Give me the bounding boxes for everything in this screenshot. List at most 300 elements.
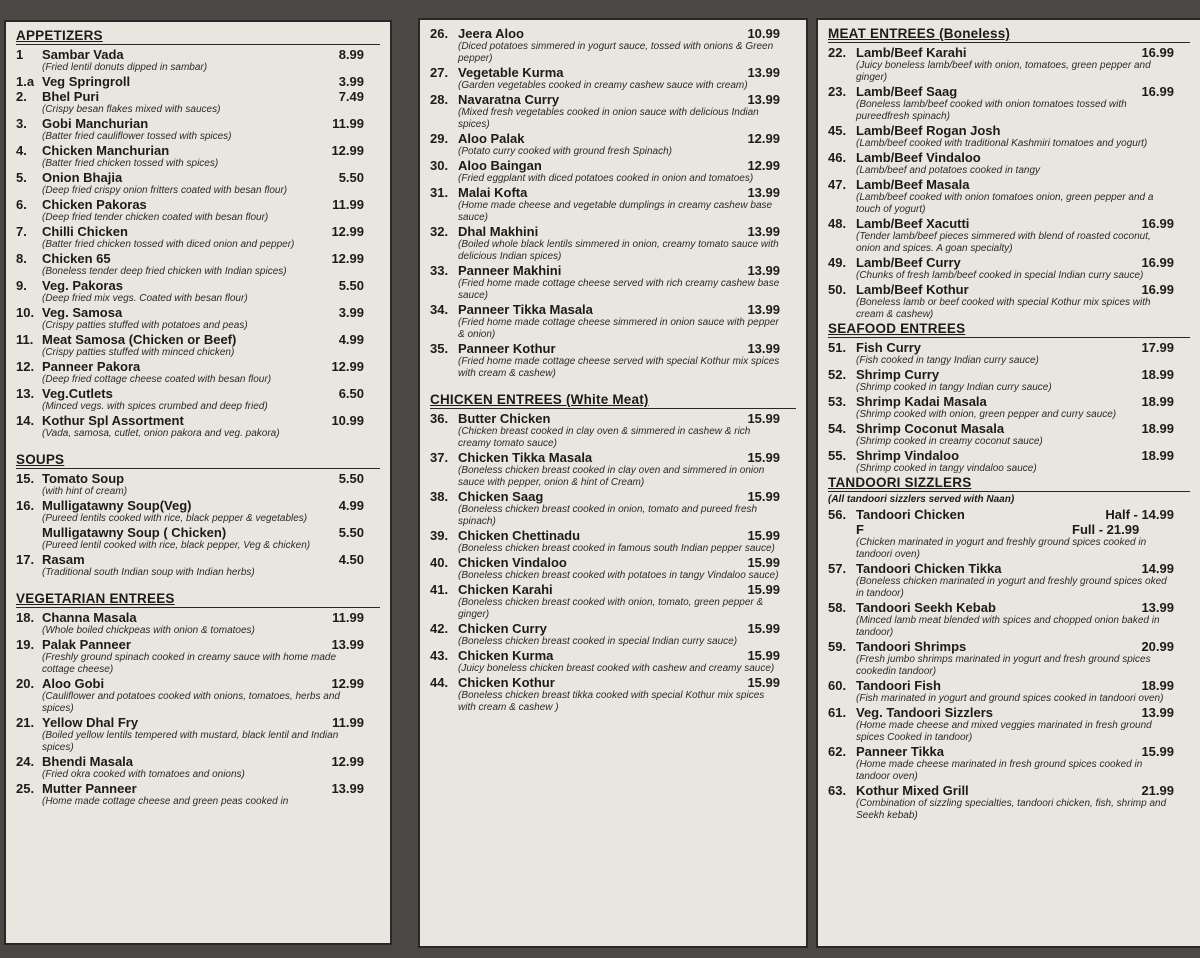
item-name: Chilli Chicken xyxy=(42,224,128,239)
item-price: 3.99 xyxy=(338,74,364,89)
item-number: 38. xyxy=(430,489,449,504)
item-price: 16.99 xyxy=(1141,45,1174,60)
item-price: 12.99 xyxy=(331,676,364,691)
item-number: 48. xyxy=(828,216,847,231)
menu-section xyxy=(16,579,380,808)
item-name: Tandoori Seekh Kebab xyxy=(856,600,996,615)
menu-item-row xyxy=(430,675,796,690)
item-description: (Fried okra cooked with tomatoes and onions) xyxy=(42,769,245,780)
item-price: Half - 14.99 xyxy=(1105,507,1174,522)
item-number: 50. xyxy=(828,282,847,297)
item-description: (Crispy patties stuffed with minced chicken) xyxy=(42,347,235,358)
menu-item-chicken-manchurian xyxy=(16,143,380,170)
item-name: Shrimp Coconut Masala xyxy=(856,421,1005,436)
item-number: 19. xyxy=(16,637,35,652)
menu-item-row xyxy=(828,282,1190,297)
item-price: 4.99 xyxy=(338,498,364,513)
item-price: 13.99 xyxy=(747,263,780,278)
menu-item-chicken-karahi xyxy=(430,582,796,621)
menu-section xyxy=(16,440,380,579)
menu-section xyxy=(16,28,380,440)
menu-item-row xyxy=(430,224,796,239)
item-name: Chicken Karahi xyxy=(458,582,553,597)
item-number: 54. xyxy=(828,421,847,436)
menu-item-row xyxy=(430,26,796,41)
item-price: 16.99 xyxy=(1141,216,1174,231)
menu-item-veg-samosa xyxy=(16,305,380,332)
item-price: 15.99 xyxy=(747,555,780,570)
menu-section xyxy=(828,475,1190,822)
item-number: 5. xyxy=(16,170,27,185)
menu-item-lamb-beef-karahi xyxy=(828,45,1190,84)
menu-item-veg-cutlets xyxy=(16,386,380,413)
item-number: 59. xyxy=(828,639,847,654)
item-description: (Chunks of fresh lamb/beef cooked in special Indian curry sauce) xyxy=(856,270,1144,281)
menu-item-row xyxy=(430,185,796,200)
item-price: 16.99 xyxy=(1141,255,1174,270)
menu-item-row xyxy=(828,394,1190,409)
item-price: 15.99 xyxy=(747,582,780,597)
menu-section xyxy=(430,380,796,714)
item-name: Mutter Panneer xyxy=(42,781,137,796)
item-number: 33. xyxy=(430,263,449,278)
item-name: Onion Bhajia xyxy=(42,170,123,185)
item-description: (Deep fried cottage cheese coated with besan flour) xyxy=(42,374,272,385)
item-name: Sambar Vada xyxy=(42,47,124,62)
item-price: 15.99 xyxy=(747,450,780,465)
item-name: Fish Curry xyxy=(856,340,922,355)
menu-item-butter-chicken xyxy=(430,411,796,450)
item-name: Gobi Manchurian xyxy=(42,116,149,131)
section-title: TANDOORI SIZZLERS xyxy=(828,475,1190,492)
item-number: 27. xyxy=(430,65,449,80)
item-name: Shrimp Vindaloo xyxy=(856,448,960,463)
menu-item-tandoori-fish xyxy=(828,678,1190,705)
menu-item-row xyxy=(16,359,380,374)
menu-item-tandoori-chicken-tikka xyxy=(828,561,1190,600)
menu-item-tandoori-shrimps xyxy=(828,639,1190,678)
section-title: SOUPS xyxy=(16,452,380,469)
item-description: (Boneless lamb or beef cooked with special Kothur mix spices with cream & cashew) xyxy=(856,297,1151,320)
item-description: (Fried home made cottage cheese simmered in onion sauce with pepper & onion) xyxy=(458,317,779,340)
item-price: 17.99 xyxy=(1141,340,1174,355)
menu-item-chicken-tikka-masala xyxy=(430,450,796,489)
item-description: (Boneless chicken breast cooked in onion, tomato and pureed fresh spinach) xyxy=(458,504,758,527)
item-number: 36. xyxy=(430,411,449,426)
item-price: 18.99 xyxy=(1141,421,1174,436)
item-number: 10. xyxy=(16,305,35,320)
item-price: 15.99 xyxy=(747,489,780,504)
item-name: Tandoori Chicken xyxy=(856,507,965,522)
item-description: (Home made cheese marinated in fresh ground spices cooked in tandoor oven) xyxy=(856,759,1143,782)
item-price: 15.99 xyxy=(1141,744,1174,759)
item-name: Rasam xyxy=(42,552,85,567)
item-number: 31. xyxy=(430,185,449,200)
menu-item-palak-panneer xyxy=(16,637,380,676)
item-name: Lamb/Beef Curry xyxy=(856,255,961,270)
item-name: Chicken Saag xyxy=(458,489,544,504)
item-price: 11.99 xyxy=(332,610,364,625)
item-price: 21.99 xyxy=(1141,783,1174,798)
item-name: Bhendi Masala xyxy=(42,754,134,769)
menu-item-row xyxy=(430,302,796,317)
item-description: (Boneless chicken breast cooked in special Indian curry sauce) xyxy=(458,636,738,647)
item-number: 44. xyxy=(430,675,449,690)
menu-item-row xyxy=(16,116,380,131)
item-description: (Pureed lentil cooked with rice, black pepper, Veg & chicken) xyxy=(42,540,311,551)
menu-item-row xyxy=(16,332,380,347)
item-name: Panneer Makhini xyxy=(458,263,562,278)
item-price: 13.99 xyxy=(747,185,780,200)
item-price: 3.99 xyxy=(338,305,364,320)
item-price: 12.99 xyxy=(331,143,364,158)
menu-item-navaratna-curry xyxy=(430,92,796,131)
item-description: (Fried eggplant with diced potatoes cooked in onion and tomatoes) xyxy=(458,173,754,184)
item-description: (Mixed fresh vegetables cooked in onion sauce with delicious Indian spices) xyxy=(458,107,759,130)
menu-item-aloo-palak xyxy=(430,131,796,158)
menu-item-row xyxy=(430,411,796,426)
item-price: 12.99 xyxy=(331,359,364,374)
item-name: Bhel Puri xyxy=(42,89,100,104)
item-price: 18.99 xyxy=(1141,367,1174,382)
item-name: Dhal Makhini xyxy=(458,224,539,239)
item-number: 22. xyxy=(828,45,847,60)
item-name: Lamb/Beef Saag xyxy=(856,84,958,99)
menu-item-row xyxy=(828,639,1190,654)
menu-item-row xyxy=(828,744,1190,759)
item-description: (Fish marinated in yogurt and ground spices cooked in tandoori oven) xyxy=(856,693,1164,704)
item-name: Meat Samosa (Chicken or Beef) xyxy=(42,332,237,347)
menu-item-row xyxy=(828,783,1190,798)
item-description: (Whole boiled chickpeas with onion & tomatoes) xyxy=(42,625,255,636)
item-name: Veg. Tandoori Sizzlers xyxy=(856,705,994,720)
item-price: 12.99 xyxy=(747,131,780,146)
item-name: Chicken Kurma xyxy=(458,648,554,663)
item-number: 63. xyxy=(828,783,847,798)
menu-item-onion-bhajia xyxy=(16,170,380,197)
menu-item-row xyxy=(16,552,380,567)
menu-item-row xyxy=(16,386,380,401)
item-price: 5.50 xyxy=(338,170,364,185)
item-price: 11.99 xyxy=(332,715,364,730)
item-number: 34. xyxy=(430,302,449,317)
menu-item-row xyxy=(430,648,796,663)
item-number: 3. xyxy=(16,116,27,131)
item-price: 13.99 xyxy=(747,302,780,317)
menu-item-row xyxy=(828,150,1190,165)
menu-item-lamb-beef-masala xyxy=(828,177,1190,216)
item-description: (Boneless tender deep fried chicken with Indian spices) xyxy=(42,266,287,277)
item-name: Channa Masala xyxy=(42,610,137,625)
menu-item-chicken-kothur xyxy=(430,675,796,714)
item-number: 40. xyxy=(430,555,449,570)
item-price: 16.99 xyxy=(1141,282,1174,297)
item-price: 8.99 xyxy=(338,47,364,62)
item-number: 9. xyxy=(16,278,27,293)
menu-item-row xyxy=(430,450,796,465)
item-price: 7.49 xyxy=(338,89,364,104)
menu-item-row xyxy=(828,367,1190,382)
item-price: 5.50 xyxy=(338,525,364,540)
item-description: (Boneless chicken breast cooked with onion, tomato, green pepper & ginger) xyxy=(458,597,764,620)
item-name: Panneer Tikka Masala xyxy=(458,302,593,317)
menu-item-row xyxy=(16,676,380,691)
item-name: Chicken Tikka Masala xyxy=(458,450,593,465)
menu-item-row xyxy=(16,413,380,428)
item-description: (Deep fried crispy onion fritters coated with besan flour) xyxy=(42,185,288,196)
menu-item-bhendi-masala xyxy=(16,754,380,781)
item-sub-label: F xyxy=(856,522,864,537)
item-description: (Home made cheese and mixed veggies marinated in fresh ground spices Cooked in tandoor) xyxy=(856,720,1152,743)
section-note: (All tandoori sizzlers served with Naan) xyxy=(828,494,1015,505)
menu-item-fish-curry xyxy=(828,340,1190,367)
item-price: 12.99 xyxy=(331,754,364,769)
item-name: Tandoori Chicken Tikka xyxy=(856,561,1002,576)
item-number: 45. xyxy=(828,123,847,138)
item-description: (Freshly ground spinach cooked in creamy sauce with home made cottage cheese) xyxy=(42,652,337,675)
item-number: 53. xyxy=(828,394,847,409)
item-price-full: Full - 21.99 xyxy=(1072,522,1140,537)
menu-item-row xyxy=(430,555,796,570)
item-description: (Shrimp cooked in creamy coconut sauce) xyxy=(856,436,1043,447)
menu-item-mutter-panneer xyxy=(16,781,380,808)
item-description: (Lamb/beef and potatoes cooked in tangy xyxy=(856,165,1041,176)
menu-item-mulligatawny-soup-chicken xyxy=(16,525,380,552)
menu-item-row xyxy=(430,582,796,597)
menu-item-chicken-65 xyxy=(16,251,380,278)
menu-item-chilli-chicken xyxy=(16,224,380,251)
item-number: 26. xyxy=(430,26,449,41)
menu-item-row xyxy=(16,498,380,513)
item-name: Vegetable Kurma xyxy=(458,65,564,80)
item-number: 37. xyxy=(430,450,449,465)
item-name: Navaratna Curry xyxy=(458,92,560,107)
section-title: MEAT ENTREES (Boneless) xyxy=(828,26,1190,43)
item-description: (Garden vegetables cooked in creamy cashew sauce with cream) xyxy=(458,80,748,91)
item-name: Panneer Pakora xyxy=(42,359,141,374)
menu-item-shrimp-vindaloo xyxy=(828,448,1190,475)
item-number: 39. xyxy=(430,528,449,543)
item-price: 5.50 xyxy=(338,471,364,486)
item-name: Chicken Kothur xyxy=(458,675,555,690)
item-description: (Boneless chicken breast tikka cooked with special Kothur mix spices with cream & cashew ) xyxy=(458,690,765,713)
item-name: Chicken Manchurian xyxy=(42,143,170,158)
item-name: Chicken Vindaloo xyxy=(458,555,567,570)
item-name: Lamb/Beef Rogan Josh xyxy=(856,123,1001,138)
item-name: Chicken 65 xyxy=(42,251,111,266)
item-number: 60. xyxy=(828,678,847,693)
menu-item-channa-masala xyxy=(16,610,380,637)
item-description: (Traditional south Indian soup with Indian herbs) xyxy=(42,567,255,578)
item-description: (Fried lentil donuts dipped in sambar) xyxy=(42,62,208,73)
menu-item-row xyxy=(16,143,380,158)
menu-item-shrimp-coconut-masala xyxy=(828,421,1190,448)
item-description: (Combination of sizzling specialties, tandoori chicken, fish, shrimp and Seekh kebab) xyxy=(856,798,1167,821)
menu-item-malai-kofta xyxy=(430,185,796,224)
item-number: 43. xyxy=(430,648,449,663)
item-description: (Home made cottage cheese and green peas cooked in xyxy=(42,796,289,807)
menu-item-row xyxy=(430,528,796,543)
menu-item-chicken-saag xyxy=(430,489,796,528)
menu-item-lamb-beef-rogan-josh xyxy=(828,123,1190,150)
item-number: 57. xyxy=(828,561,847,576)
item-price: 18.99 xyxy=(1141,394,1174,409)
item-description: (Minced lamb meat blended with spices and chopped onion baked in tandoor) xyxy=(856,615,1160,638)
menu-item-panneer-makhini xyxy=(430,263,796,302)
item-description: (Chicken marinated in yogurt and freshly ground spices cooked in tandoori oven) xyxy=(856,537,1147,560)
menu-item-row xyxy=(430,341,796,356)
item-description: (Lamb/beef cooked with onion tomatoes onion, green pepper and a touch of yogurt) xyxy=(856,192,1154,215)
section-spacer xyxy=(430,380,796,392)
item-number: 61. xyxy=(828,705,847,720)
item-name: Lamb/Beef Vindaloo xyxy=(856,150,981,165)
item-description: (Batter fried cauliflower tossed with spices) xyxy=(42,131,232,142)
menu-item-row xyxy=(16,305,380,320)
menu-item-jeera-aloo xyxy=(430,26,796,65)
section-spacer xyxy=(16,579,380,591)
menu-item-lamb-beef-saag xyxy=(828,84,1190,123)
item-price: 13.99 xyxy=(331,637,364,652)
item-price: 6.50 xyxy=(338,386,364,401)
menu-item-chicken-kurma xyxy=(430,648,796,675)
item-number: 13. xyxy=(16,386,35,401)
menu-item-row xyxy=(430,131,796,146)
menu-item-veg-springroll xyxy=(16,74,380,89)
item-price: 15.99 xyxy=(747,411,780,426)
item-name: Chicken Pakoras xyxy=(42,197,147,212)
menu-item-kothur-spl-assortment xyxy=(16,413,380,440)
menu-item-lamb-beef-curry xyxy=(828,255,1190,282)
menu-item-row xyxy=(430,65,796,80)
item-name: Butter Chicken xyxy=(458,411,551,426)
item-number: 28. xyxy=(430,92,449,107)
item-name: Panneer Kothur xyxy=(458,341,556,356)
item-number: 2. xyxy=(16,89,27,104)
item-name: Tandoori Shrimps xyxy=(856,639,967,654)
menu-item-row xyxy=(828,255,1190,270)
menu-item-lamb-beef-vindaloo xyxy=(828,150,1190,177)
item-price: 10.99 xyxy=(331,413,364,428)
menu-item-sambar-vada xyxy=(16,47,380,74)
item-number: 42. xyxy=(430,621,449,636)
item-number: 52. xyxy=(828,367,847,382)
item-price: 16.99 xyxy=(1141,84,1174,99)
item-name: Mulligatawny Soup(Veg) xyxy=(42,498,192,513)
menu-item-row xyxy=(828,84,1190,99)
menu-item-shrimp-kadai-masala xyxy=(828,394,1190,421)
menu-item-row xyxy=(828,340,1190,355)
menu-item-chicken-chettinadu xyxy=(430,528,796,555)
section-title: APPETIZERS xyxy=(16,28,380,45)
item-name: Veg. Samosa xyxy=(42,305,123,320)
item-name: Aloo Palak xyxy=(458,131,525,146)
menu-item-tomato-soup xyxy=(16,471,380,498)
menu-item-row xyxy=(16,610,380,625)
menu-column-2 xyxy=(418,18,808,948)
item-description: (Deep fried mix vegs. Coated with besan flour) xyxy=(42,293,248,304)
menu-item-row xyxy=(16,754,380,769)
menu-item-row xyxy=(828,45,1190,60)
item-number: 32. xyxy=(430,224,449,239)
item-name: Tomato Soup xyxy=(42,471,125,486)
item-name: Lamb/Beef Masala xyxy=(856,177,970,192)
item-price: 12.99 xyxy=(747,158,780,173)
menu-item-row xyxy=(430,263,796,278)
item-price: 4.50 xyxy=(338,552,364,567)
item-number: 6. xyxy=(16,197,27,212)
menu-item-mulligatawny-soup-veg xyxy=(16,498,380,525)
item-price: 18.99 xyxy=(1141,678,1174,693)
item-description: (Crispy besan flakes mixed with sauces) xyxy=(42,104,221,115)
menu-item-row xyxy=(430,489,796,504)
menu-item-row xyxy=(828,123,1190,138)
item-name: Lamb/Beef Kothur xyxy=(856,282,969,297)
item-number: 1 xyxy=(16,47,24,62)
menu-item-veg-pakoras xyxy=(16,278,380,305)
item-number: 14. xyxy=(16,413,35,428)
item-description: (Potato curry cooked with ground fresh Spinach) xyxy=(458,146,672,157)
item-name: Lamb/Beef Xacutti xyxy=(856,216,970,231)
item-price: 15.99 xyxy=(747,648,780,663)
menu-item-meat-samosa-chicken-or-beef xyxy=(16,332,380,359)
menu-item-aloo-baingan xyxy=(430,158,796,185)
menu-item-row xyxy=(16,74,380,89)
menu-section xyxy=(828,321,1190,475)
menu-item-row xyxy=(828,421,1190,436)
item-name: Veg. Pakoras xyxy=(42,278,123,293)
item-description: (Boiled yellow lentils tempered with mustard, black lentil and Indian spices) xyxy=(42,730,339,753)
item-description: (Diced potatoes simmered in yogurt sauce, tossed with onions & Green pepper) xyxy=(458,41,774,64)
menu-item-row xyxy=(16,47,380,62)
menu-item-dhal-makhini xyxy=(430,224,796,263)
item-price: 13.99 xyxy=(747,341,780,356)
item-price: 20.99 xyxy=(1141,639,1174,654)
menu-item-veg-tandoori-sizzlers xyxy=(828,705,1190,744)
item-number: 62. xyxy=(828,744,847,759)
menu-item-row xyxy=(430,158,796,173)
item-description: (Home made cheese and vegetable dumplings in creamy cashew base sauce) xyxy=(458,200,773,223)
menu-item-row xyxy=(16,197,380,212)
menu-item-bhel-puri xyxy=(16,89,380,116)
section-title: CHICKEN ENTREES (White Meat) xyxy=(430,392,796,409)
item-price: 15.99 xyxy=(747,528,780,543)
menu-item-yellow-dhal-fry xyxy=(16,715,380,754)
item-price: 18.99 xyxy=(1141,448,1174,463)
item-number: 58. xyxy=(828,600,847,615)
item-price: 5.50 xyxy=(338,278,364,293)
menu-column-1 xyxy=(4,20,392,945)
item-name: Kothur Spl Assortment xyxy=(42,413,184,428)
item-name: Lamb/Beef Karahi xyxy=(856,45,967,60)
menu-item-row xyxy=(828,600,1190,615)
menu-column-3 xyxy=(816,18,1200,948)
menu-item-row xyxy=(430,621,796,636)
menu-item-row xyxy=(16,715,380,730)
item-number: 24. xyxy=(16,754,35,769)
menu-item-kothur-mixed-grill xyxy=(828,783,1190,822)
item-description: (Boiled whole black lentils simmered in onion, creamy tomato sauce with delicious Indian spices) xyxy=(458,239,779,262)
menu-item-row xyxy=(828,507,1190,522)
menu-item-tandoori-chicken xyxy=(828,507,1190,561)
menu-item-row xyxy=(16,637,380,652)
menu-item-panneer-pakora xyxy=(16,359,380,386)
menu-section xyxy=(828,26,1190,321)
menu-item-tandoori-seekh-kebab xyxy=(828,600,1190,639)
section-spacer xyxy=(16,440,380,452)
item-description: (Fish cooked in tangy Indian curry sauce) xyxy=(856,355,1039,366)
item-name: Malai Kofta xyxy=(458,185,528,200)
item-description: (Boneless chicken breast cooked in famous south Indian pepper sauce) xyxy=(458,543,775,554)
